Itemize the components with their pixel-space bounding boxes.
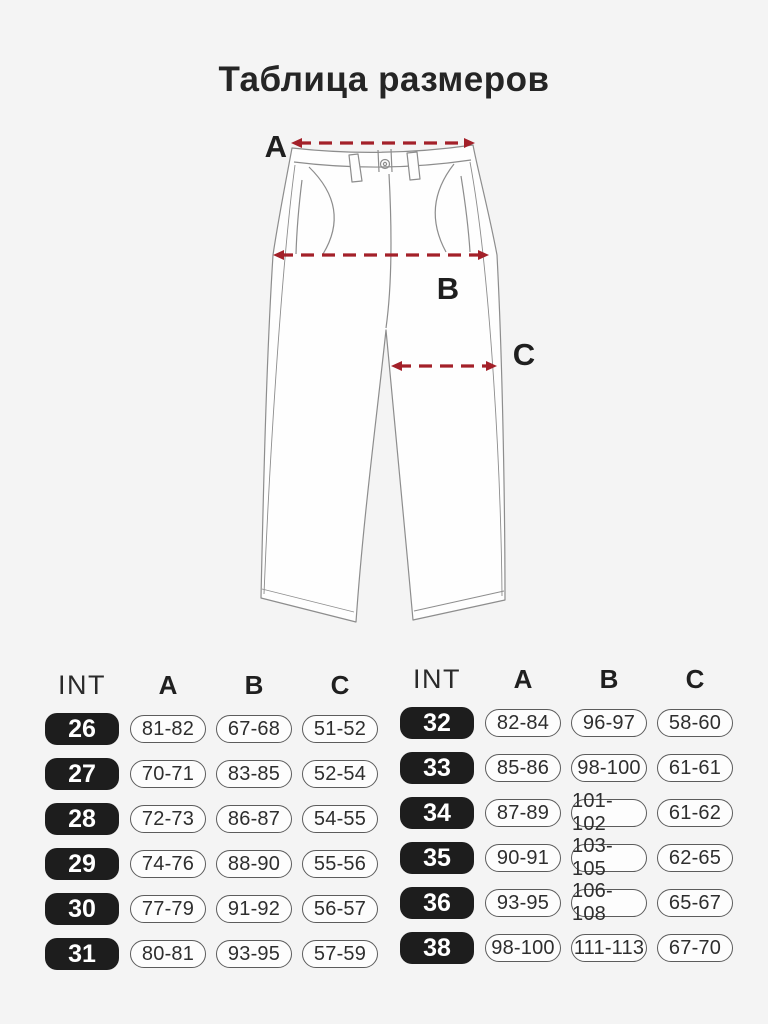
col-header-b: B <box>599 664 619 694</box>
measure-value: 81-82 <box>130 715 206 743</box>
measure-value: 98-100 <box>571 754 647 782</box>
size-badge: 36 <box>400 887 474 919</box>
col-header-int: INT <box>413 663 461 694</box>
label-b: B <box>436 271 460 306</box>
size-badge: 32 <box>400 707 474 739</box>
size-badge: 33 <box>400 752 474 784</box>
measure-value: 61-61 <box>657 754 733 782</box>
measure-value: 87-89 <box>485 799 561 827</box>
measure-value: 55-56 <box>302 850 378 878</box>
measure-value: 62-65 <box>657 844 733 872</box>
measure-value: 93-95 <box>216 940 292 968</box>
measure-value: 111-113 <box>571 934 647 962</box>
size-badge: 29 <box>45 848 119 880</box>
measure-value: 86-87 <box>216 805 292 833</box>
col-header-c: C <box>330 670 350 700</box>
measure-value: 74-76 <box>130 850 206 878</box>
measure-value: 98-100 <box>485 934 561 962</box>
measure-value: 67-70 <box>657 934 733 962</box>
measure-value: 106-108 <box>571 889 647 917</box>
page-title: Таблица размеров <box>218 60 550 99</box>
measure-value: 52-54 <box>302 760 378 788</box>
measure-value: 51-52 <box>302 715 378 743</box>
size-table-right <box>399 664 733 964</box>
measure-value: 61-62 <box>657 799 733 827</box>
measure-value: 85-86 <box>485 754 561 782</box>
measure-value: 96-97 <box>571 709 647 737</box>
size-badge: 26 <box>45 713 119 745</box>
col-header-c: C <box>685 664 705 694</box>
measure-value: 103-105 <box>571 844 647 872</box>
measure-value: 65-67 <box>657 889 733 917</box>
measure-value: 88-90 <box>216 850 292 878</box>
measure-value: 90-91 <box>485 844 561 872</box>
measure-value: 67-68 <box>216 715 292 743</box>
measure-value: 57-59 <box>302 940 378 968</box>
measure-value: 82-84 <box>485 709 561 737</box>
measure-line-a <box>291 138 475 148</box>
label-c: C <box>512 337 536 372</box>
measure-value: 56-57 <box>302 895 378 923</box>
size-badge: 38 <box>400 932 474 964</box>
measure-value: 54-55 <box>302 805 378 833</box>
size-table-left <box>44 670 378 970</box>
col-header-a: A <box>158 670 178 700</box>
col-header-a: A <box>513 664 533 694</box>
size-badge: 27 <box>45 758 119 790</box>
measure-value: 80-81 <box>130 940 206 968</box>
measure-value: 77-79 <box>130 895 206 923</box>
size-badge: 34 <box>400 797 474 829</box>
measure-value: 83-85 <box>216 760 292 788</box>
measure-value: 72-73 <box>130 805 206 833</box>
measure-value: 91-92 <box>216 895 292 923</box>
pants-diagram <box>0 120 768 665</box>
size-badge: 31 <box>45 938 119 970</box>
size-badge: 35 <box>400 842 474 874</box>
col-header-int: INT <box>58 669 106 700</box>
size-badge: 30 <box>45 893 119 925</box>
label-a: A <box>264 129 287 164</box>
size-badge: 28 <box>45 803 119 835</box>
col-header-b: B <box>244 670 264 700</box>
measure-value: 70-71 <box>130 760 206 788</box>
measure-value: 58-60 <box>657 709 733 737</box>
measure-value: 101-102 <box>571 799 647 827</box>
pants-outline-graphic <box>261 145 505 622</box>
measure-value: 93-95 <box>485 889 561 917</box>
